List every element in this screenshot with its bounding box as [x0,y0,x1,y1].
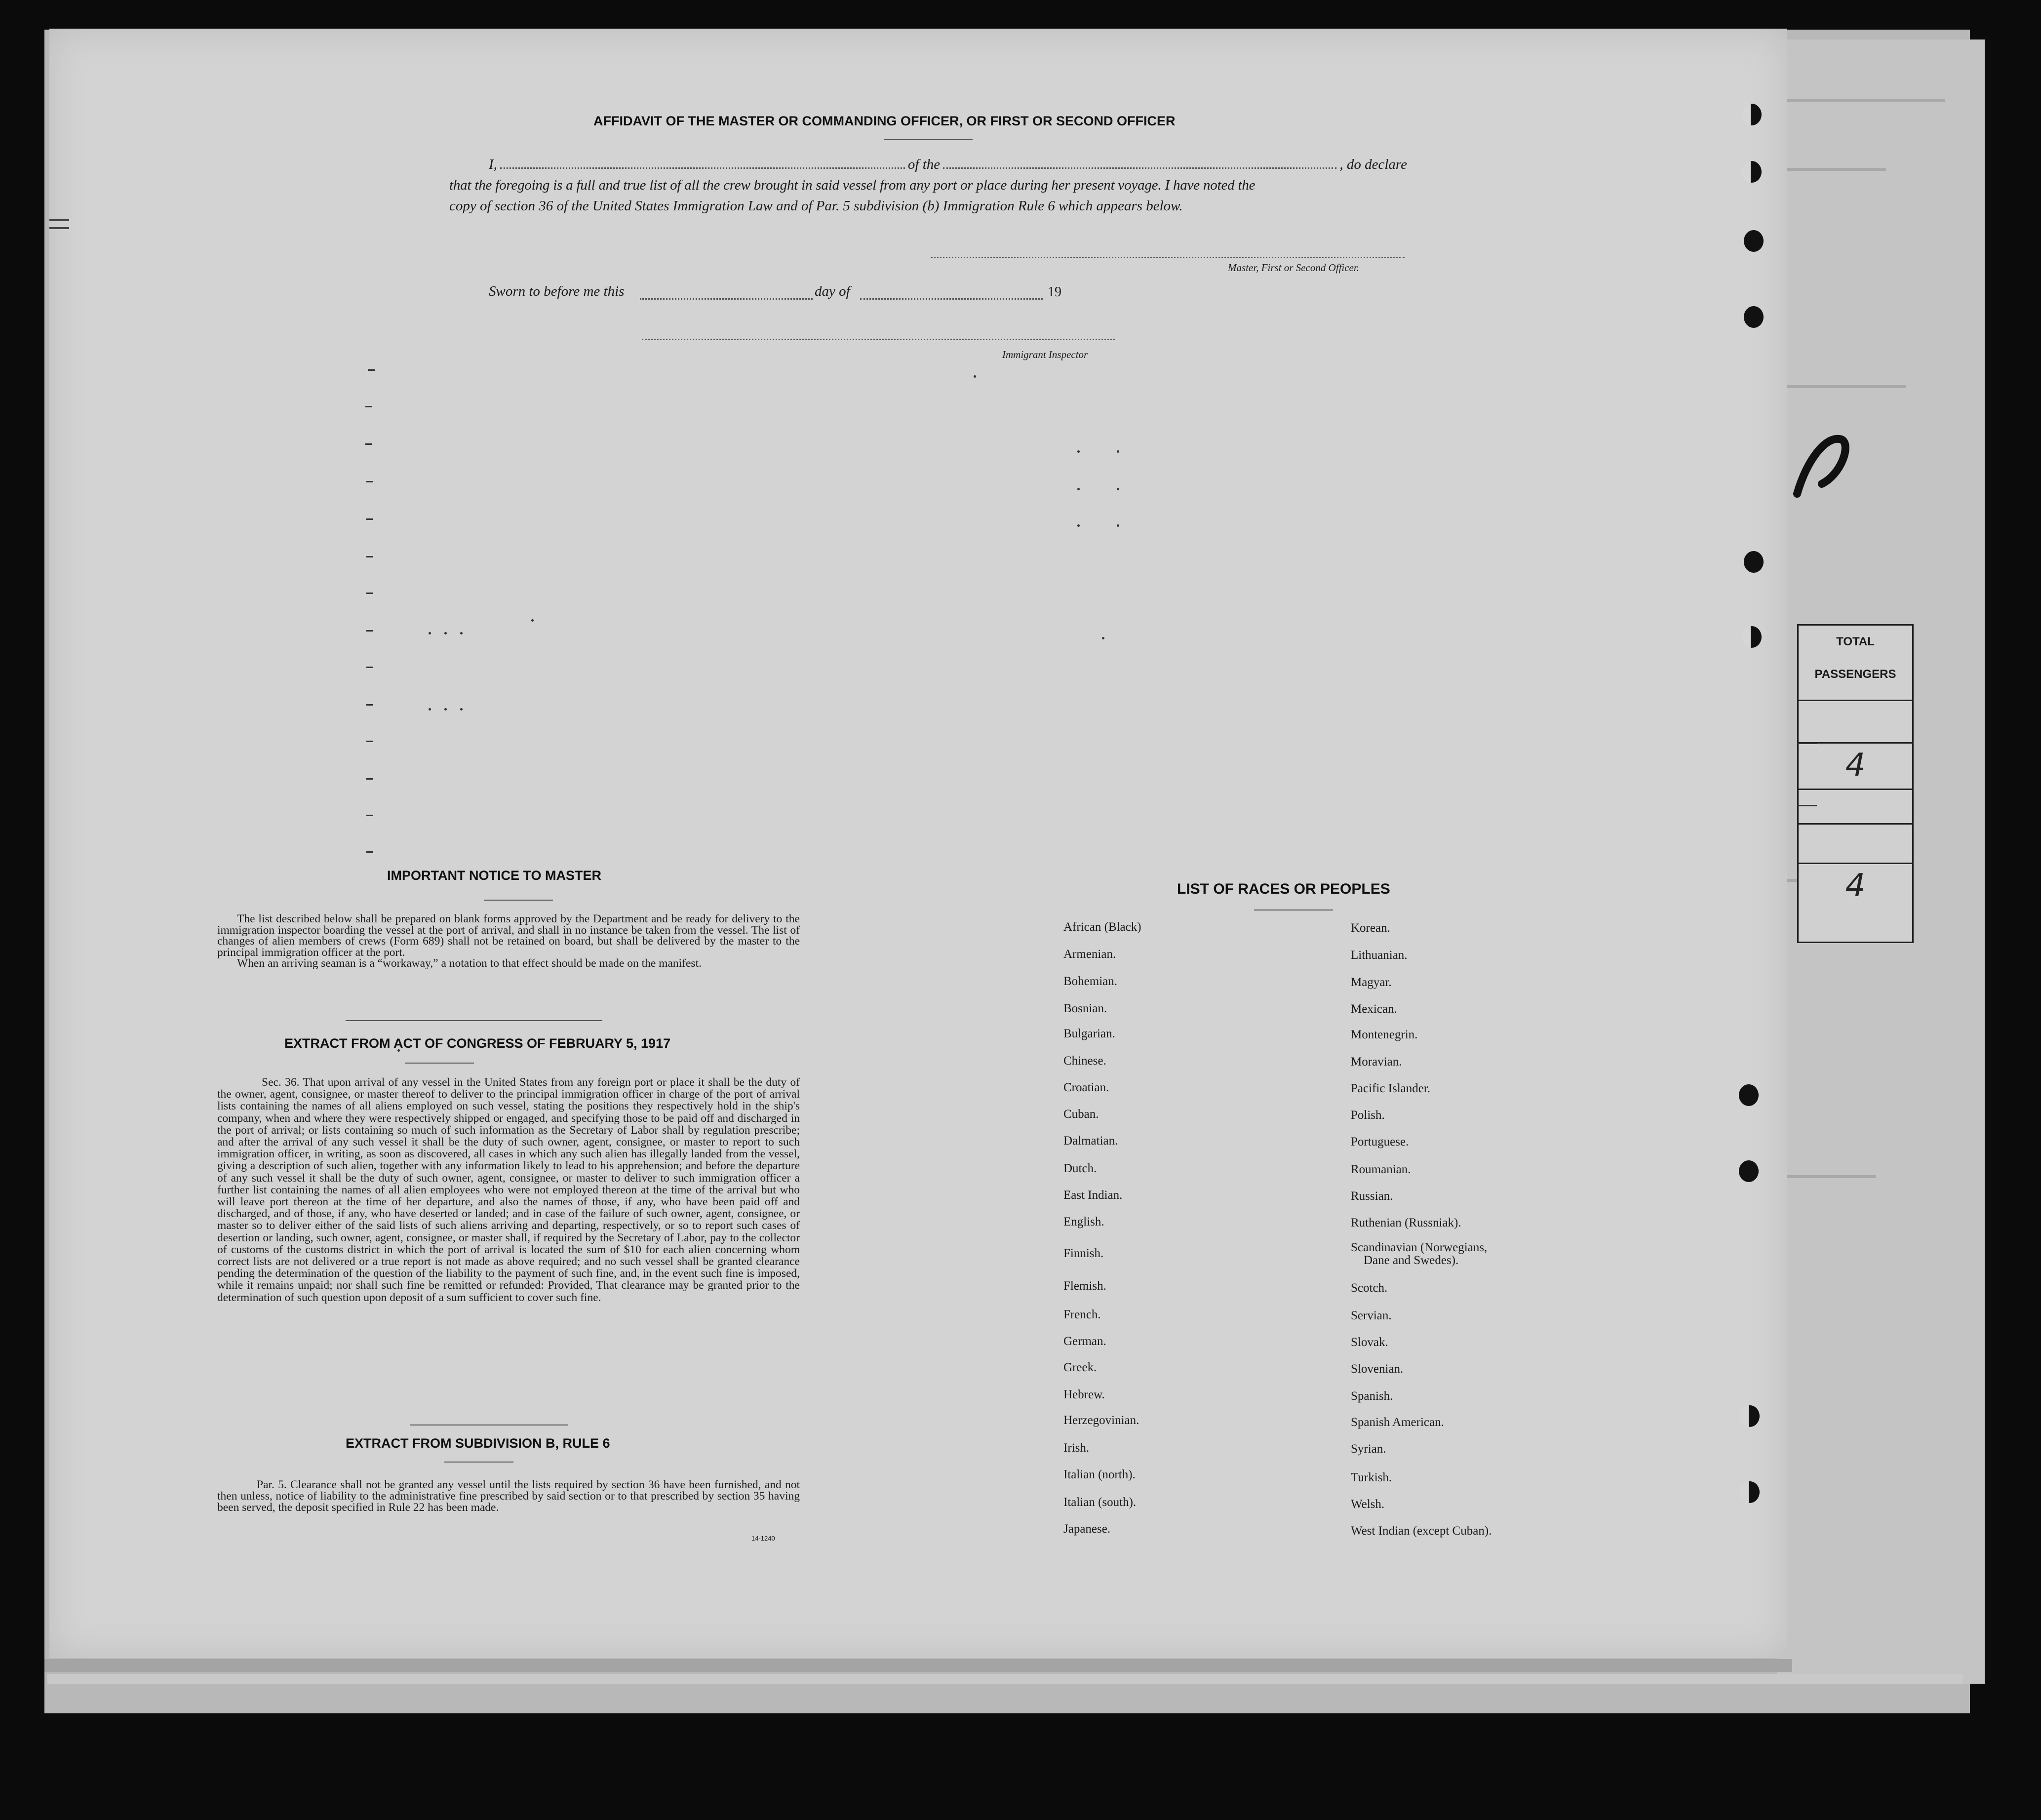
race-item: Slovak. [1351,1336,1388,1349]
race-item: Irish. [1063,1441,1090,1455]
race-item: Dutch. [1063,1162,1097,1175]
total-passengers-value: 4 [1845,747,1866,784]
bleed-mark [366,556,373,557]
title-rule [884,139,973,140]
affidavit-declare-label: , do declare [1339,157,1407,172]
total-passengers-header [1799,626,1912,701]
race-item: Flemish. [1063,1279,1106,1293]
title-rule [484,900,553,901]
binder-hole [1739,1084,1759,1106]
race-item: Korean. [1351,921,1390,935]
race-item: Bosnian. [1063,1002,1107,1015]
race-item: German. [1063,1335,1106,1348]
vessel-blank[interactable] [943,167,1336,169]
notice-title: IMPORTANT NOTICE TO MASTER [387,868,601,883]
margin-rule [49,227,69,229]
speck [974,375,976,378]
speck [1077,524,1080,527]
extract-rule-body: Par. 5. Clearance shall not be granted any vessel until the lists required by section 36 have been furnished, and not then unless, notice of liability to the administrative fine prescribed by said section or to that prescribed by section 35 having been served, the deposit specified in Rule 22 has been made. [217,1478,800,1514]
title-rule [444,1462,513,1463]
race-item: Turkish. [1351,1471,1392,1484]
page-edge [44,1659,1792,1672]
bleed-mark [366,667,373,668]
box-rule [1799,789,1912,790]
race-item: Polish. [1351,1108,1385,1122]
binder-hole [1742,626,1762,648]
race-item: Herzegovinian. [1063,1414,1139,1427]
affidavit-title: AFFIDAVIT OF THE MASTER OR COMMANDING OFFICER, OR FIRST OR SECOND OFFICER [593,114,1176,128]
bleed-mark [365,443,372,445]
race-item: Slovenian. [1351,1362,1404,1376]
binder-hole [1742,104,1762,125]
race-item: Scandinavian (Norwegians, [1351,1241,1488,1254]
margin-rule [49,219,69,221]
bleed-mark [366,630,373,632]
race-item: East Indian. [1063,1188,1123,1202]
master-caption: Master, First or Second Officer. [1228,262,1359,274]
notice-body [217,913,800,969]
speck [444,632,447,634]
box-rule [1797,805,1817,806]
race-item: Russian. [1351,1189,1393,1203]
bleed-mark [365,406,372,407]
total-header-line-1: TOTAL [1836,635,1875,648]
sworn-month-blank[interactable] [860,298,1043,300]
binder-hole [1740,1481,1760,1503]
race-item: French. [1063,1308,1101,1321]
race-item: Ruthenian (Russniak). [1351,1216,1461,1229]
speck [1077,488,1080,490]
race-item: Spanish. [1351,1389,1393,1403]
master-signature-line[interactable] [931,257,1405,258]
speck [429,708,431,711]
box-rule [1799,863,1912,864]
section-rule [410,1424,568,1425]
handwritten-mark [1787,430,1851,504]
speck [1117,524,1119,527]
race-item: Italian (north). [1063,1468,1136,1481]
speck [429,632,431,634]
race-item: Syrian. [1351,1442,1386,1456]
affidavit-line-3: copy of section 36 of the United States Immigration Law and of Par. 5 subdivision (b) Immigration Rule 6 which appears below. [449,198,1183,214]
extract-rule-title: EXTRACT FROM SUBDIVISION B, RULE 6 [346,1436,610,1451]
binder-hole [1739,1160,1759,1182]
name-blank[interactable] [500,167,905,169]
race-item: Magyar. [1351,976,1392,989]
race-item: Lithuanian. [1351,949,1408,962]
bleed-mark [368,369,375,371]
bleed-mark [366,518,373,520]
sworn-label: Sworn to before me this [489,283,625,299]
box-rule [1799,823,1912,825]
binder-hole [1740,1405,1760,1427]
race-item: Scotch. [1351,1281,1388,1295]
notice-paragraph-1: The list described below shall be prepared on blank forms approved by the Department and be ready for delivery to the immigration inspector boarding the vessel at the port of arrival, and shall in no instance be taken from the vessel. The list of changes of alien members of crews (Form 689) shall not be retained on board, but shall be delivered by the master to the principal immigration officer at the port. [217,912,800,959]
form-page [49,29,1787,1658]
race-item: Greek. [1063,1361,1097,1374]
bleed-mark [366,778,373,780]
race-item: Hebrew. [1063,1388,1105,1401]
inspector-caption: Immigrant Inspector [1002,349,1088,360]
year-label: 19 [1048,284,1061,300]
binder-hole [1744,306,1764,328]
race-item: Pacific Islander. [1351,1082,1431,1095]
speck [460,708,463,711]
race-item: Roumanian. [1351,1163,1411,1176]
speck [1117,450,1119,453]
race-item: Montenegrin. [1351,1028,1418,1041]
race-item: West Indian (except Cuban). [1351,1524,1492,1538]
box-rule [1797,743,1817,744]
extract-act-body: Sec. 36. That upon arrival of any vessel in the United States from any foreign port or place it shall be the duty of the owner, agent, consignee, or master thereof to deliver to the principal immigration officer in charge of the port of arrival lists containing the names of all aliens employed on such vessel, stating the positions they respectively hold in the ship's company, when and where they were respectively shipped or engaged, and specifying those to be paid off and discharged in the port of arrival; or lists containing so much of such information as the Secretary of Labor shall by regulation prescribe; and after the arrival of any such vessel it shall be the duty of such owner, agent, consignee, or master to report to such immigration officer, in writing, as soon as discovered, all cases in which any such alien has illegally landed from the vessel, giving a description of such alien, together with any information likely to lead to his apprehension; and before the departure of any such vessel it shall be the duty of such owner, agent, consignee, or master to deliver to such immigration officer a further list containing the names of all alien employees who were not employed thereon at the time of the arrival but who will leave port thereon at the time of her departure, and also the names of those, if any, who have been paid off and discharged, and of those, if any, who have deserted or landed; and in case of the failure of such owner, agent, consignee, or master so to deliver either of the said lists of such aliens arriving and departing, respectively, or so to report such cases of desertion or landing, such owner, agent, consignee, or master shall, if required by the Secretary of Labor, pay to the collector of customs of the customs district in which the port of arrival is located the sum of $10 for each alien concerning whom correct lists are not delivered or a true report is not made as above required; and no such vessel shall be granted clearance pending the determination of the question of the liability to the payment of such fine, and, in the event such fine is imposed, while it remains unpaid; nor shall such fine be remitted or refunded: Provided, That clearance may be granted prior to the determination of such question upon deposit of a sum sufficient to cover such fine. [217,1076,800,1304]
total-passengers-value: 4 [1845,868,1866,904]
race-item: Moravian. [1351,1055,1402,1068]
bleed-mark [366,481,373,482]
race-item: Italian (south). [1063,1496,1137,1509]
title-rule [405,1063,474,1064]
bleed-mark [366,593,373,594]
race-item: Japanese. [1063,1522,1111,1536]
affidavit-declaration [449,154,1407,216]
race-item: Finnish. [1063,1247,1104,1260]
notice-paragraph-2: When an arriving seaman is a “workaway,” a notation to that effect should be made on the manifest. [237,957,702,970]
page-edge [47,1674,1963,1684]
speck [1117,488,1119,490]
race-item: Armenian. [1063,948,1116,961]
total-header-line-2: PASSENGERS [1814,668,1896,681]
race-item: Portuguese. [1351,1135,1409,1148]
race-item: Welsh. [1351,1498,1385,1511]
race-item: Bulgarian. [1063,1027,1115,1040]
bleed-mark [366,851,373,853]
race-item: Dalmatian. [1063,1134,1118,1147]
speck [444,708,447,711]
binder-hole [1744,230,1764,252]
speck [460,632,463,634]
race-item: African (Black) [1063,920,1141,934]
bleed-mark [366,704,373,706]
race-item: Croatian. [1063,1081,1109,1094]
extract-act-title: EXTRACT FROM ACT OF CONGRESS OF FEBRUARY 5, 1917 [284,1036,671,1051]
race-item: Servian. [1351,1309,1392,1322]
race-item: Mexican. [1351,1002,1397,1016]
race-item: Cuban. [1063,1108,1099,1121]
total-passengers-box [1797,624,1914,943]
section-rule [346,1020,602,1021]
speck [1077,450,1080,453]
race-item: Dane and Swedes). [1364,1254,1459,1267]
bleed-mark [366,815,373,816]
race-item: Spanish American. [1351,1416,1444,1429]
speck [1102,637,1104,639]
binder-hole [1744,551,1764,573]
form-number: 14-1240 [751,1535,775,1542]
affidavit-line-2: that the foregoing is a full and true list of all the crew brought in said vessel from any port or place during her present voyage. I have noted the [449,177,1256,193]
inspector-signature-line[interactable] [642,339,1115,340]
binder-hole [1742,161,1762,183]
race-item: English. [1063,1215,1104,1228]
bleed-mark [366,741,373,742]
day-of-label: day of [815,283,850,299]
affidavit-i-label: I, [489,157,497,172]
race-item: Bohemian. [1063,975,1118,988]
race-item: Chinese. [1063,1054,1106,1068]
affidavit-of-the-label: of the [907,157,941,172]
sworn-day-blank[interactable] [640,298,813,300]
races-title: LIST OF RACES OR PEOPLES [1177,881,1390,897]
speck [531,619,534,622]
